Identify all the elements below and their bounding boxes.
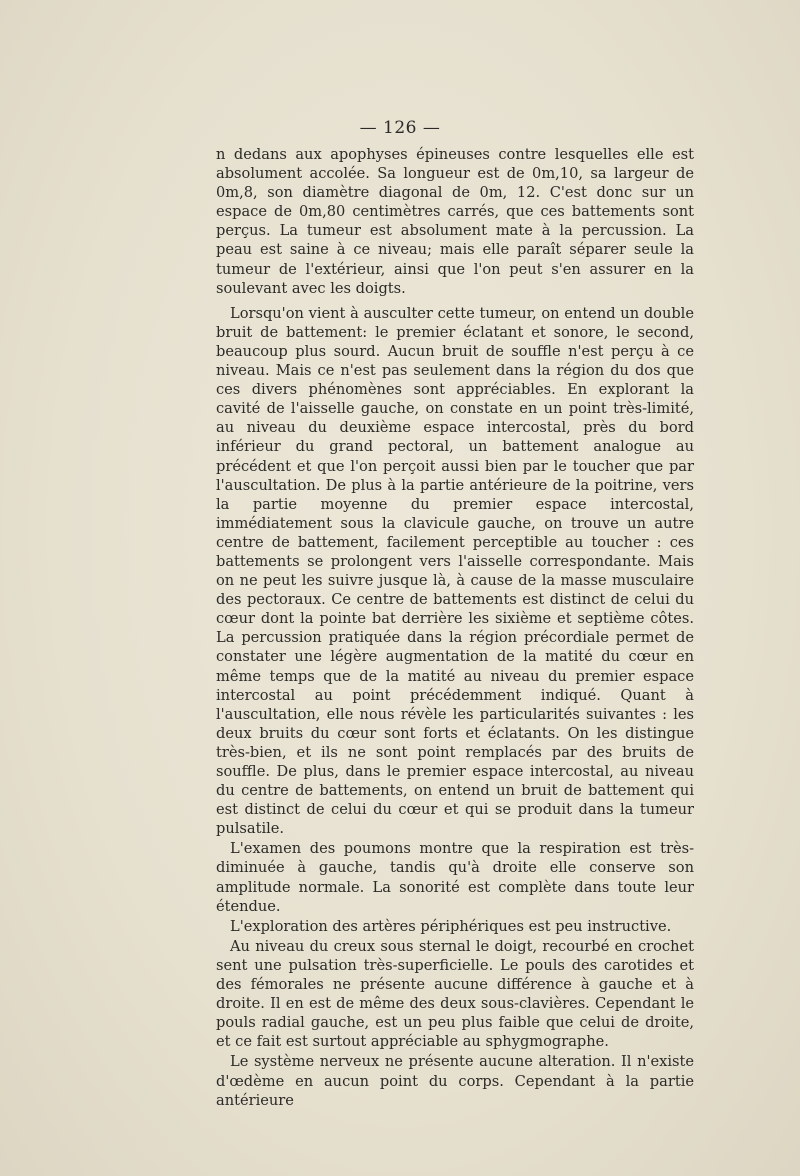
paragraph-3: L'examen des poumons montre que la respiration est très-diminuée à gauche, tandis qu'à droite elle conserve son amplitude normale. La sonorité est complète dans toute leur étendue. bbox=[216, 840, 694, 915]
body-text bbox=[216, 145, 694, 1110]
paragraph-2: Lorsqu'on vient à ausculter cette tumeur, on entend un double bruit de battement: le premier éclatant et sonore, le second, beaucoup plus sourd. Aucun bruit de souffle n'est perçu à ce niveau. Mais ce n'est pas seulement dans la région du dos que ces divers phénomènes sont appréciables. En explorant la cavité de l'aisselle gauche, on constate en un point très-limité, au niveau du deuxième espace intercostal, près du bord inférieur du grand pectoral, un battement analogue au précédent et que l'on perçoit aussi bien par le toucher que par l'auscultation. De plus à la partie antérieure de la poitrine, vers la partie moyenne du premier espace intercostal, immédiatement sous la clavicule gauche, on trouve un autre centre de battement, facilement perceptible au toucher : ces battements se prolongent vers l'aisselle correspondante. Mais on ne peut les suivre jusque là, à cause de la masse musculaire des pectoraux. Ce centre de battements est distinct de celui du cœur dont la pointe bat derrière les sixième et septième côtes. La percussion pratiquée dans la région précordiale permet de constater une légère augmentation de la matité du cœur en même temps que de la matité au niveau du premier espace intercostal au point précédemment indiqué. Quant à l'auscultation, elle nous révèle les particularités suivantes : les deux bruits du cœur sont forts et éclatants. On les distingue très-bien, et ils ne sont point remplacés par des bruits de souffle. De plus, dans le premier espace intercostal, au niveau du centre de battements, on entend un bruit de battement qui est distinct de celui du cœur et qui se produit dans la tumeur pulsatile. bbox=[216, 304, 694, 838]
paragraph-4: L'exploration des artères périphériques est peu instructive. bbox=[230, 917, 672, 935]
paragraph-6: Le système nerveux ne présente aucune alteration. Il n'existe d'œdème en aucun point du corps. Cependant à la partie antérieure bbox=[216, 1053, 694, 1109]
paragraph-1: n dedans aux apophyses épineuses contre lesquelles elle est absolument accolée. Sa longueur est de 0m,10, sa largeur de 0m,8, son diamètre diagonal de 0m, 12. C'est donc sur un espace de 0m,80 centimètres carrés, que ces battements sont perçus. La tumeur est absolument mate à la percussion. La peau est saine à ce niveau; mais elle paraît séparer seule la tumeur de l'extérieur, ainsi que l'on peut s'en assurer en la soulevant avec les doigts. bbox=[216, 146, 694, 297]
paragraph-5: Au niveau du creux sous sternal le doigt, recourbé en crochet sent une pulsation très-superficielle. Le pouls des carotides et des fémorales ne présente aucune différence à gauche et à droite. Il en est de même des deux sous-clavières. Cependant le pouls radial gauche, est un peu plus faible que celui de droite, et ce fait est surtout appréciable au sphygmographe. bbox=[216, 937, 694, 1051]
page-number: — 126 — bbox=[359, 118, 441, 138]
